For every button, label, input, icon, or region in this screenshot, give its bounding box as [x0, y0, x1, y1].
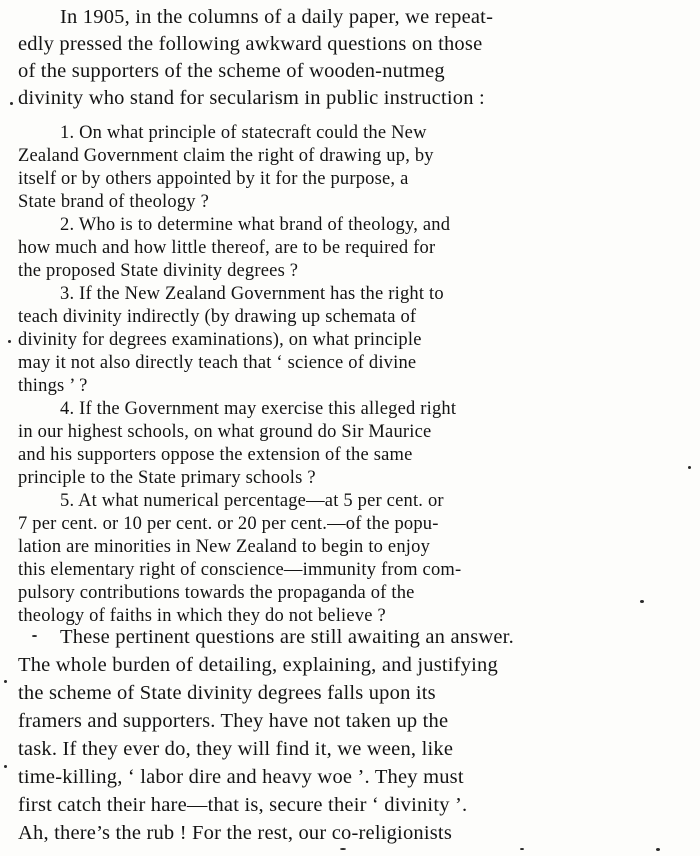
question-5-line-3: lation are minorities in New Zealand to begin to enjoy	[18, 537, 431, 557]
closing-line-8: Ah, there’s the rub ! For the rest, our co-religionists	[18, 822, 453, 844]
question-1-line-3: itself or by others appointed by it for the purpose, a	[18, 169, 409, 189]
question-3-line-3: divinity for degrees examinations), on what principle	[18, 330, 422, 350]
intro-line-4: divinity who stand for secularism in public instruction :	[18, 87, 485, 109]
question-3-line-4: may it not also directly teach that ‘ science of divine	[18, 353, 417, 373]
question-1-line-1: 1. On what principle of statecraft could the New	[60, 123, 427, 143]
print-speck	[32, 635, 37, 637]
intro-line-2: edly pressed the following awkward questions on those	[18, 33, 483, 55]
question-4-line-1: 4. If the Government may exercise this alleged right	[60, 399, 457, 419]
question-5-line-2: 7 per cent. or 10 per cent. or 20 per cent.—of the popu-	[18, 514, 439, 534]
question-5-line-1: 5. At what numerical percentage—at 5 per cent. or	[60, 491, 444, 511]
print-speck	[10, 102, 13, 105]
print-speck	[8, 340, 11, 343]
print-speck	[340, 848, 346, 850]
closing-line-3: the scheme of State divinity degrees falls upon its	[18, 682, 436, 704]
question-3-line-1: 3. If the New Zealand Government has the right to	[60, 284, 444, 304]
closing-line-6: time-killing, ‘ labor dire and heavy woe ’. They must	[18, 766, 464, 788]
question-2-line-2: how much and how little thereof, are to be required for	[18, 238, 436, 258]
closing-line-5: task. If they ever do, they will find it, we ween, like	[18, 738, 454, 760]
closing-line-4: framers and supporters. They have not taken up the	[18, 710, 449, 732]
print-speck	[656, 848, 660, 851]
closing-line-1: These pertinent questions are still awaiting an answer.	[60, 626, 514, 648]
intro-line-1: In 1905, in the columns of a daily paper, we repeat-	[60, 6, 494, 28]
question-5-line-4: this elementary right of conscience—immunity from com-	[18, 560, 462, 580]
question-4-line-4: principle to the State primary schools ?	[18, 468, 316, 488]
question-1-line-2: Zealand Government claim the right of drawing up, by	[18, 146, 434, 166]
question-3-line-2: teach divinity indirectly (by drawing up schemata of	[18, 307, 417, 327]
question-5-line-5: pulsory contributions towards the propaganda of the	[18, 583, 415, 603]
print-speck	[640, 600, 644, 603]
question-2-line-1: 2. Who is to determine what brand of theology, and	[60, 215, 451, 235]
print-speck	[4, 765, 7, 768]
intro-line-3: of the supporters of the scheme of wooden-nutmeg	[18, 60, 445, 82]
question-4-line-2: in our highest schools, on what ground do Sir Maurice	[18, 422, 432, 442]
question-5-line-6: theology of faiths in which they do not believe ?	[18, 606, 386, 626]
question-1-line-4: State brand of theology ?	[18, 192, 209, 212]
print-speck	[688, 466, 691, 469]
question-3-line-5: things ’ ?	[18, 376, 88, 396]
closing-line-7: first catch their hare—that is, secure their ‘ divinity ’.	[18, 794, 468, 816]
print-speck	[4, 680, 7, 683]
print-speck	[520, 848, 524, 850]
question-2-line-3: the proposed State divinity degrees ?	[18, 261, 299, 281]
closing-line-2: The whole burden of detailing, explaining, and justifying	[18, 654, 498, 676]
question-4-line-3: and his supporters oppose the extension of the same	[18, 445, 413, 465]
